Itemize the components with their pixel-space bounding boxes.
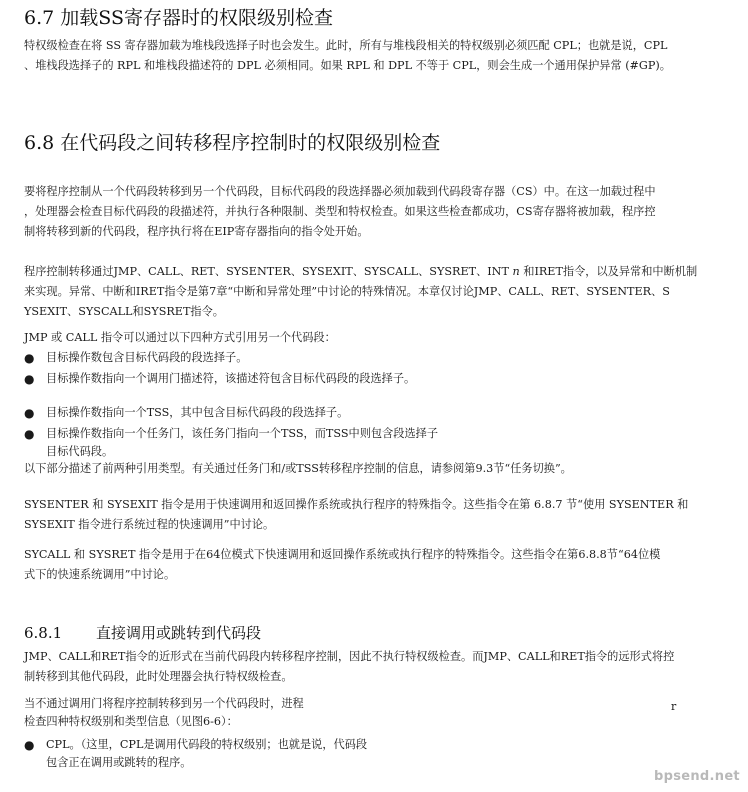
text-line bbox=[24, 262, 714, 282]
text-line: JMP、CALL和RET指令的近形式在当前代码段内转移程序控制，因此不执行特权级检查。而JMP、CALL和RET指令的远形式将控 bbox=[24, 650, 675, 663]
bullet-icon: ● bbox=[24, 406, 35, 420]
list-item-text: 目标操作数指向一个TSS，其中包含目标代码段的段选择子。 bbox=[46, 406, 349, 419]
text-line: 制转移到其他代码段，此时处理器会执行特权级检查。 bbox=[24, 670, 293, 683]
section-6-8-paragraph-4: 以下部分描述了前两种引用类型。有关通过任务门和/或TSS转移程序控制的信息，请参阅第9.3节“任务切换”。 bbox=[24, 462, 572, 475]
text-line: ，处理器会检查目标代码段的段描述符，并执行各种限制、类型和特权检查。如果这些检查都成功，CS寄存器将被加载，程序控 bbox=[24, 205, 656, 218]
section-6-8-paragraph-3: JMP 或 CALL 指令可以通过以下四种方式引用另一个代码段： bbox=[24, 331, 336, 344]
section-title: 直接调用或跳转到代码段 bbox=[96, 624, 262, 642]
section-number: 6.8.1 bbox=[24, 624, 63, 642]
stray-letter: r bbox=[671, 700, 677, 713]
bullet-icon: ● bbox=[24, 372, 35, 386]
list-item-text bbox=[46, 425, 438, 461]
section-6-8-paragraph-5 bbox=[24, 495, 714, 535]
section-6-8-paragraph-6 bbox=[24, 545, 714, 585]
section-6-8-paragraph-1 bbox=[24, 182, 714, 242]
text-line: 包含正在调用或跳转的程序。 bbox=[46, 756, 192, 769]
section-6-7-paragraph bbox=[24, 36, 714, 76]
text-run: 和IRET指令，以及异常和中断机制 bbox=[519, 265, 698, 278]
section-6-8-1-heading bbox=[24, 623, 261, 643]
text-line: SYCALL 和 SYSRET 指令是用于在64位模式下快速调用和返回操作系统或执行程序的特殊指令。这些指令在第6.8.8节“64位模 bbox=[24, 548, 661, 561]
text-line: 特权级检查在将 SS 寄存器加载为堆栈段选择子时也会发生。此时，所有与堆栈段相关的特权级别必须匹配 CPL；也就是说，CPL bbox=[24, 39, 668, 52]
text-line: 要将程序控制从一个代码段转移到另一个代码段，目标代码段的段选择器必须加载到代码段寄存器（CS）中。在这一加载过程中 bbox=[24, 185, 656, 198]
section-6-8-paragraph-2 bbox=[24, 262, 714, 322]
section-6-8-1-paragraph-1 bbox=[24, 647, 714, 687]
list-item-text: 目标操作数指向一个调用门描述符，该描述符包含目标代码段的段选择子。 bbox=[46, 372, 416, 385]
bullet-icon: ● bbox=[24, 427, 35, 441]
bullet-icon: ● bbox=[24, 738, 35, 752]
text-line: 目标操作数指向一个任务门，该任务门指向一个TSS，而TSS中则包含段选择子 bbox=[46, 427, 439, 440]
text-run: 程序控制转移通过JMP、CALL、RET、SYSENTER、SYSEXIT、SYSCALL、SYSRET、INT bbox=[24, 265, 513, 278]
text-line: 式下的快速系统调用”中讨论。 bbox=[24, 568, 176, 581]
bullet-icon: ● bbox=[24, 351, 35, 365]
text-line: 来实现。异常、中断和IRET指令是第7章“中断和异常处理”中讨论的特殊情况。本章仅讨论JMP、CALL、RET、SYSENTER、S bbox=[24, 285, 670, 298]
section-6-7-heading: 6.7 加载SS寄存器时的权限级别检查 bbox=[24, 7, 333, 29]
watermark: bpsend.net bbox=[654, 769, 740, 784]
text-line: YSEXIT、SYSCALL和SYSRET指令。 bbox=[24, 305, 224, 318]
section-6-8-1-paragraph-2 bbox=[24, 695, 714, 731]
text-line: 目标代码段。 bbox=[46, 445, 114, 458]
text-line: CPL。（这里，CPL是调用代码段的特权级别；也就是说，代码段 bbox=[46, 738, 368, 751]
text-line: SYSEXIT 指令进行系统过程的快速调用”中讨论。 bbox=[24, 518, 275, 531]
text-line: SYSENTER 和 SYSEXIT 指令是用于快速调用和返回操作系统或执行程序的特殊指令。这些指令在第 6.8.7 节“使用 SYSENTER 和 bbox=[24, 498, 689, 511]
text-line: 检查四种特权级别和类型信息（见图6-6）： bbox=[24, 715, 238, 728]
list-item-text bbox=[46, 736, 367, 772]
text-line: 当不通过调用门将程序控制转移到另一个代码段时，进程 bbox=[24, 697, 304, 710]
list-item-text: 目标操作数包含目标代码段的段选择子。 bbox=[46, 351, 248, 364]
text-line: 制将转移到新的代码段，程序执行将在EIP寄存器指向的指令处开始。 bbox=[24, 225, 369, 238]
italic-n: n bbox=[512, 265, 520, 278]
text-line: 、堆栈段选择子的 RPL 和堆栈段描述符的 DPL 必须相同。如果 RPL 和 DPL 不等于 CPL，则会生成一个通用保护异常 (#GP)。 bbox=[24, 59, 671, 72]
section-6-8-heading: 6.8 在代码段之间转移程序控制时的权限级别检查 bbox=[24, 132, 441, 154]
